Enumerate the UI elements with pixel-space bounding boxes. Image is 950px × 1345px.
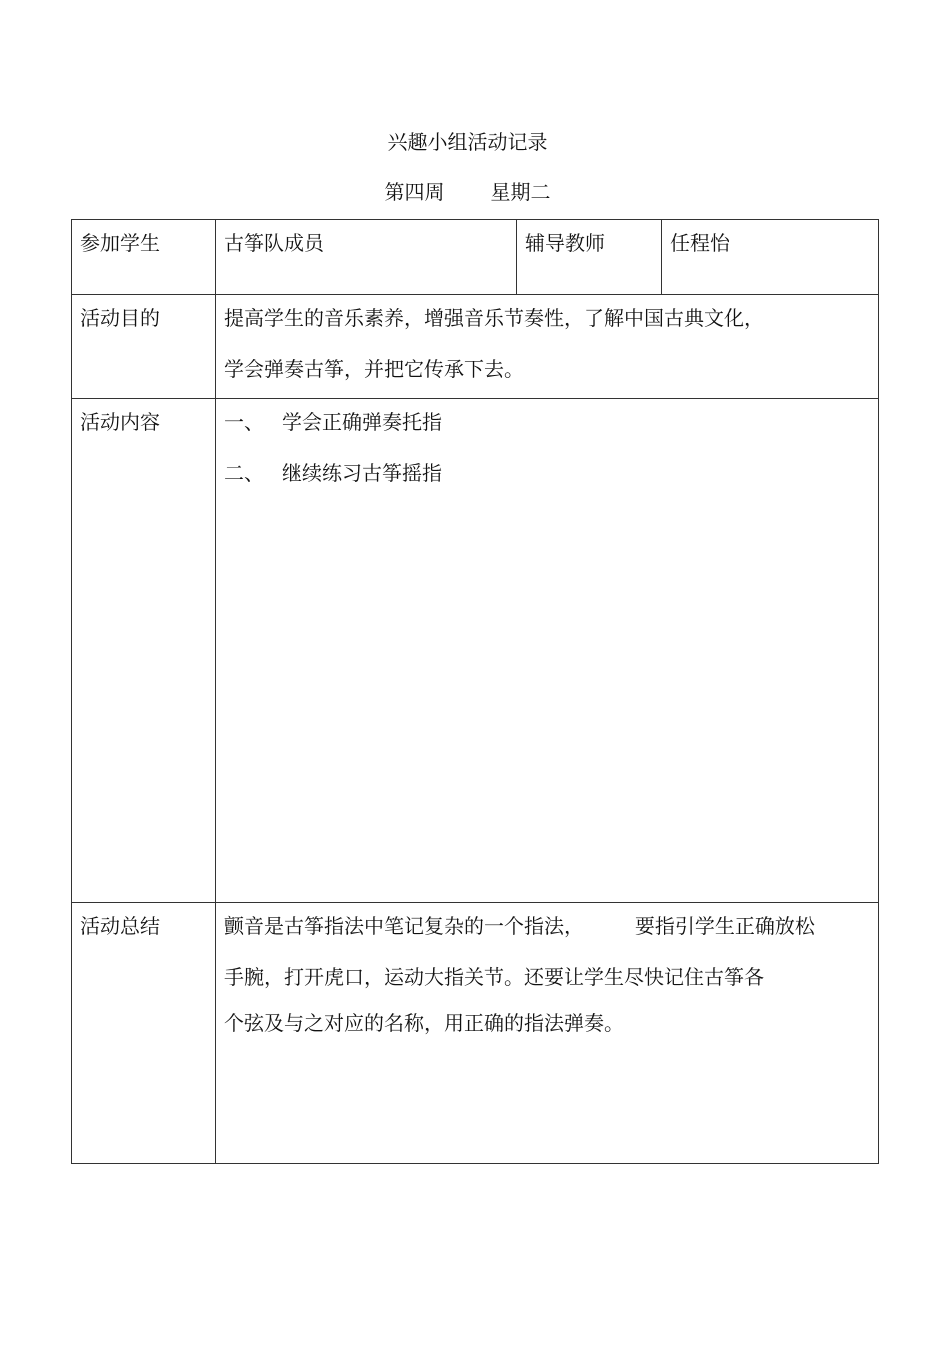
purpose-label: 活动目的 (80, 306, 160, 330)
participants-label: 参加学生 (80, 231, 160, 255)
participants-row (72, 220, 879, 295)
teacher-value-cell (662, 220, 879, 295)
summary-row (72, 903, 879, 1164)
purpose-line: 提高学生的音乐素养，增强音乐节奏性，了解中国古典文化， (224, 306, 764, 330)
participants-value-cell (216, 220, 517, 295)
list-text: 学会正确弹奏托指 (282, 410, 442, 434)
participants-label-cell (72, 220, 216, 295)
content-list-item (224, 408, 872, 436)
content-row (72, 399, 879, 903)
summary-line: 颤音是古筝指法中笔记复杂的一个指法， 要指引学生正确放松 (224, 914, 815, 938)
day-label: 星期二 (490, 180, 551, 204)
summary-line: 手腕，打开虎口，运动大指关节。还要让学生尽快记住古筝各 (224, 965, 764, 989)
purpose-value-cell (216, 295, 879, 399)
teacher-value: 任程怡 (670, 231, 730, 255)
activity-record-table (71, 219, 879, 1164)
purpose-label-cell (72, 295, 216, 399)
summary-label: 活动总结 (80, 914, 160, 938)
summary-text (216, 903, 878, 1037)
list-text: 继续练习古筝摇指 (282, 461, 442, 485)
participants-value: 古筝队成员 (224, 231, 324, 255)
teacher-label: 辅导教师 (525, 231, 605, 255)
content-list-item (224, 459, 872, 487)
summary-line: 个弦及与之对应的名称，用正确的指法弹奏。 (224, 1011, 624, 1035)
purpose-line: 学会弹奏古筝，并把它传承下去。 (224, 357, 524, 381)
page-subtitle (0, 178, 935, 206)
content-value-cell (216, 399, 879, 903)
teacher-label-cell (517, 220, 662, 295)
purpose-row (72, 295, 879, 399)
week-label: 第四周 (384, 180, 445, 204)
page-title: 兴趣小组活动记录 (387, 130, 548, 154)
list-number: 二、 (224, 461, 264, 485)
summary-label-cell (72, 903, 216, 1164)
purpose-text (216, 295, 878, 383)
list-number: 一、 (224, 410, 264, 434)
content-label-cell (72, 399, 216, 903)
content-list (216, 399, 878, 487)
content-label: 活动内容 (80, 410, 160, 434)
summary-value-cell (216, 903, 879, 1164)
